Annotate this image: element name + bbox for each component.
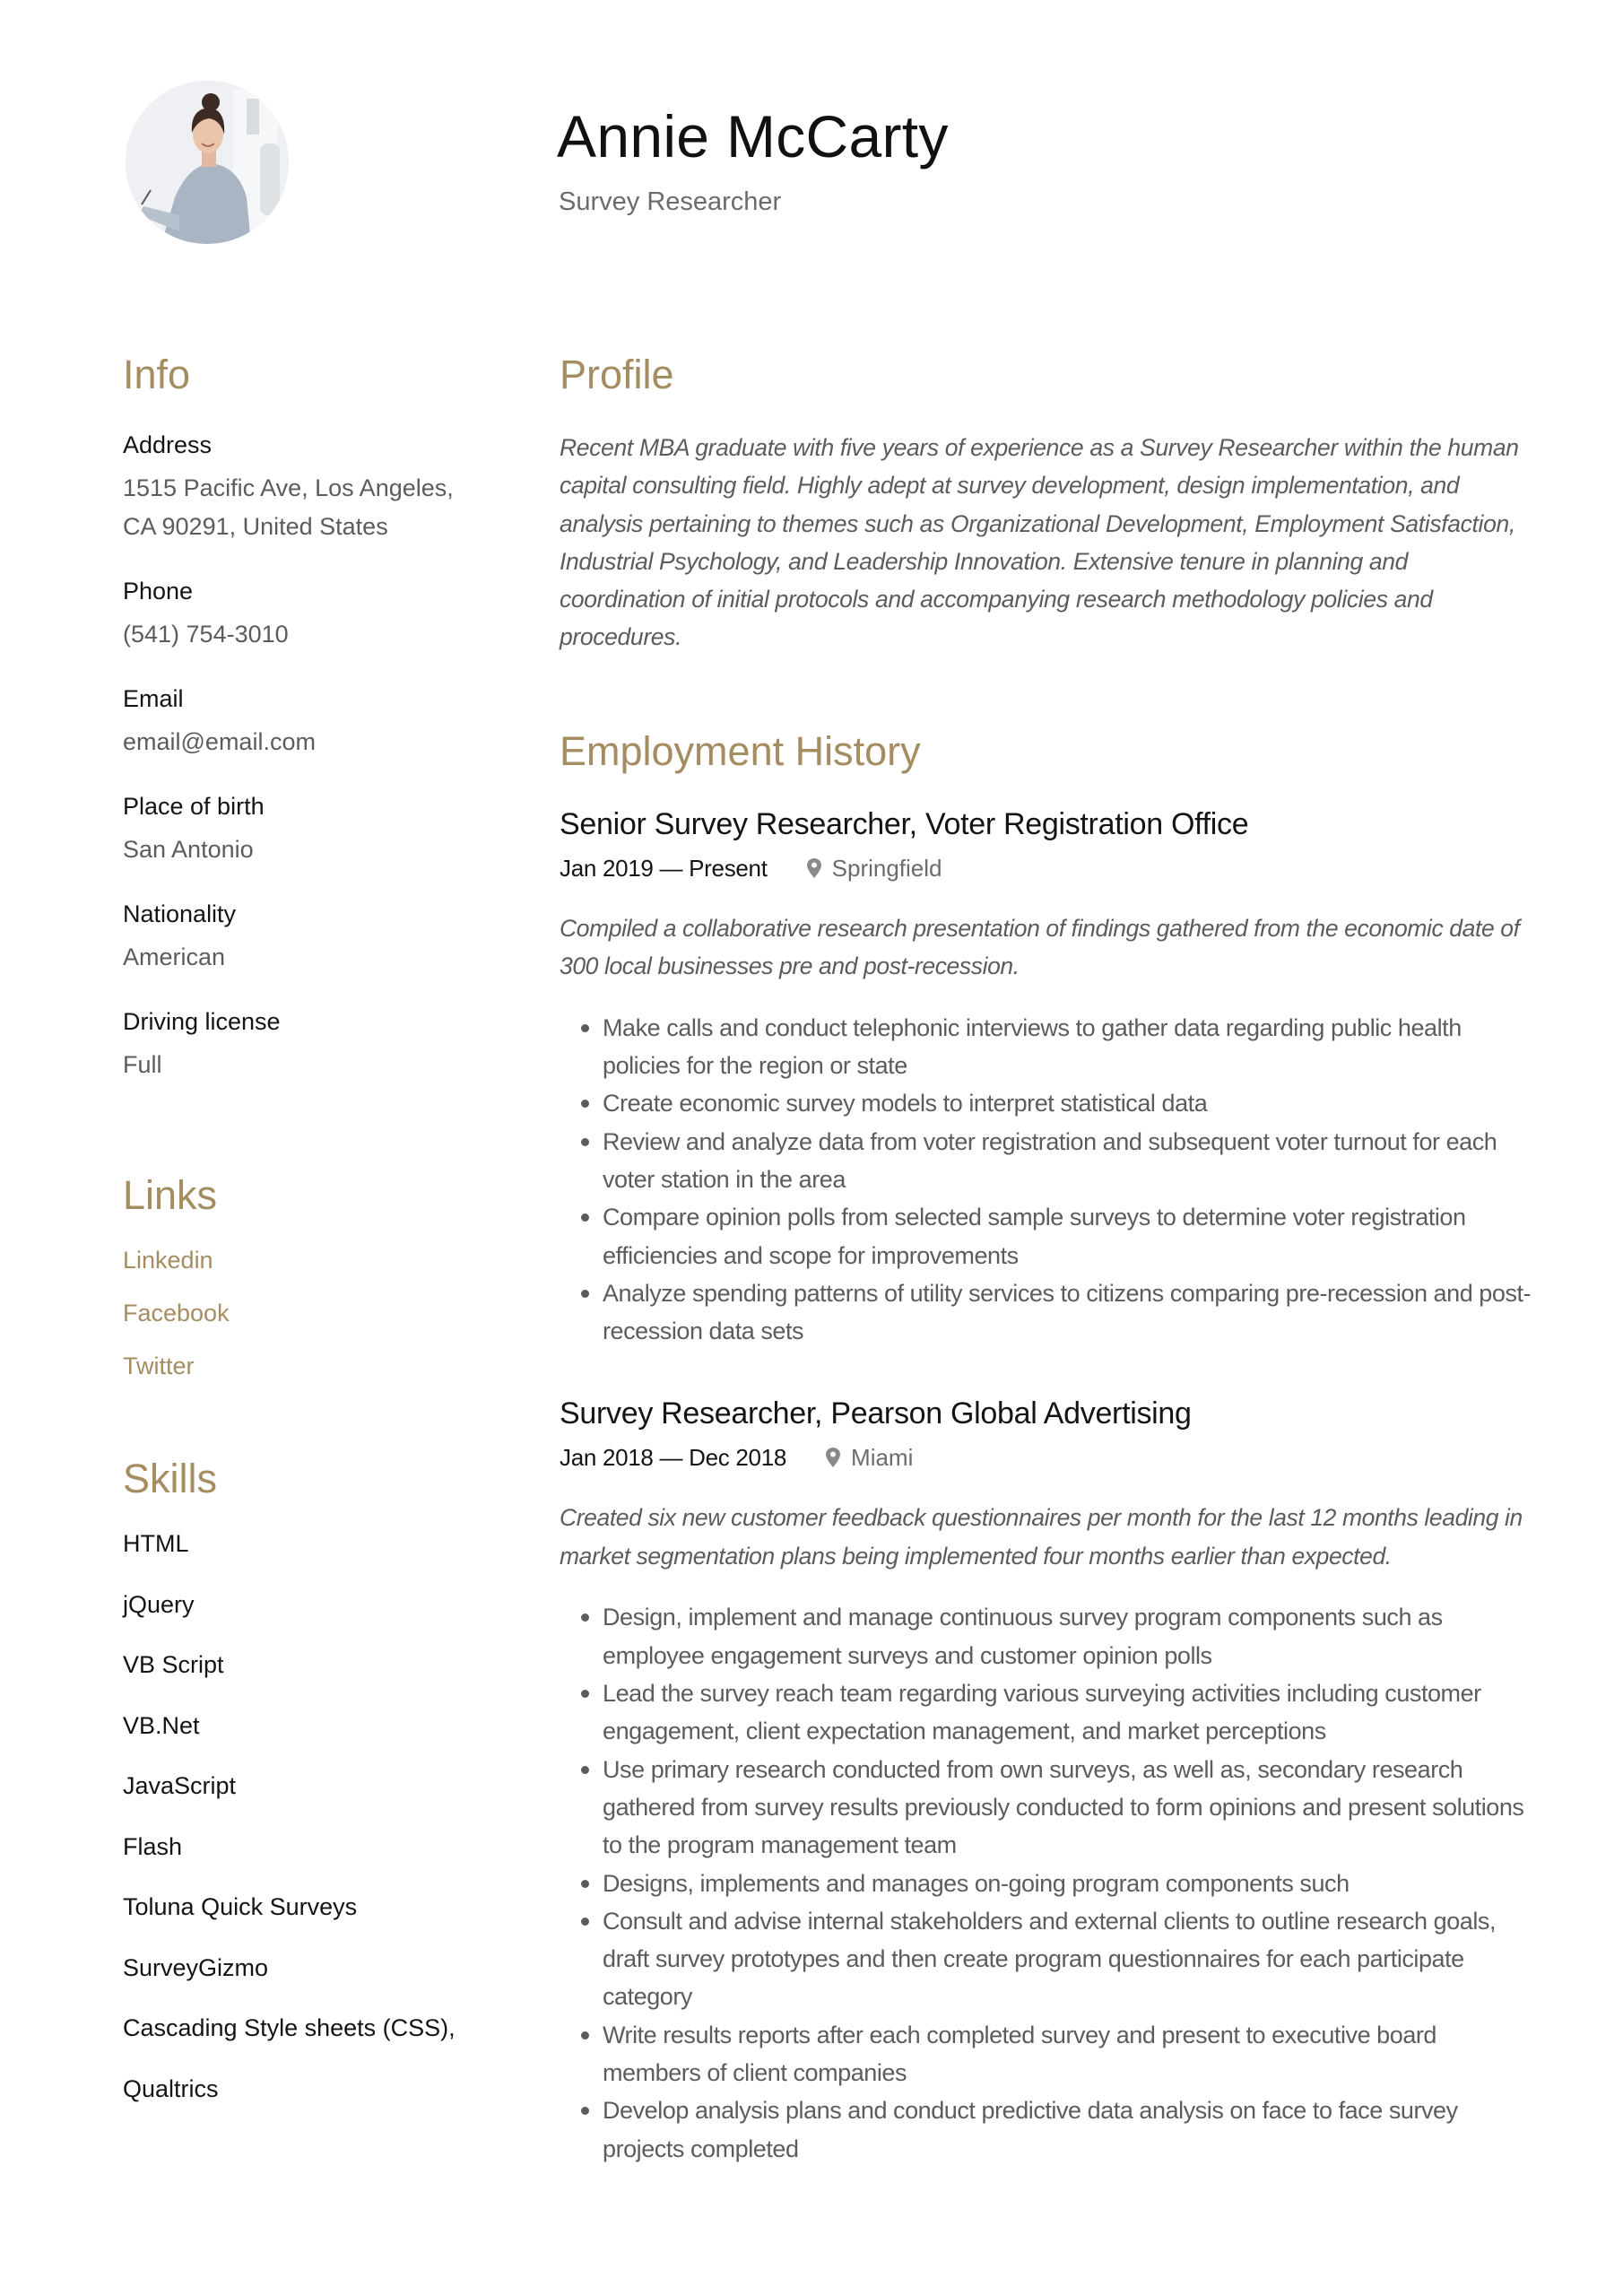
job-bullet — [560, 1274, 1537, 1351]
job-description: Compiled a collaborative research presentation of findings gathered from the economic date of 300 local businesses pre and post-recession. — [560, 914, 1520, 980]
person-photo-icon — [126, 81, 289, 244]
bullet-icon — [581, 1918, 589, 1926]
info-label: Address — [123, 431, 213, 458]
job-title: Senior Survey Researcher, Voter Registration Office — [560, 806, 1249, 841]
job-bullet — [560, 2092, 1537, 2168]
skill-item: VB.Net — [123, 1711, 200, 1739]
bullet-text: Develop analysis plans and conduct predictive data analysis on face to face survey projects completed — [603, 2097, 1458, 2162]
skill-item: jQuery — [123, 1590, 195, 1618]
job-bullet — [560, 1198, 1537, 1274]
skill-item: VB Script — [123, 1651, 224, 1678]
info-item-driving-license — [123, 1004, 482, 1084]
job-location — [807, 852, 942, 884]
job-entry — [560, 804, 1537, 1351]
job-bullet — [560, 1598, 1537, 1674]
nationality-value: American — [123, 944, 226, 970]
bullet-icon — [581, 1024, 589, 1032]
info-label: Driving license — [123, 1008, 281, 1035]
job-bullet-list — [560, 1598, 1537, 2167]
job-bullet-list — [560, 1009, 1537, 1351]
link-twitter[interactable]: Twitter — [123, 1352, 195, 1379]
job-title-subtitle: Survey Researcher — [559, 187, 782, 216]
job-bullet — [560, 1865, 1537, 1902]
employment-history-heading: Employment History — [560, 727, 921, 774]
info-label: Place of birth — [123, 793, 265, 820]
map-pin-icon — [826, 1448, 840, 1467]
bullet-text: Compare opinion polls from selected sample surveys to determine voter registration efficiencies and scope for improvements — [603, 1204, 1466, 1269]
bullet-text: Consult and advise internal stakeholders and external clients to outline research goals, draft survey prototypes and then create program questionnaires for each participate category — [603, 1907, 1497, 2011]
bullet-text: Create economic survey models to interpret statistical data — [603, 1090, 1208, 1118]
info-item-email — [123, 681, 482, 761]
job-bullet — [560, 1902, 1537, 2016]
skill-item: JavaScript — [123, 1772, 237, 1799]
info-label: Phone — [123, 578, 194, 604]
job-description: Created six new customer feedback questionnaires per month for the last 12 months leading in market segmentation plans being implemented four months earlier than expected. — [560, 1504, 1523, 1570]
bullet-text: Lead the survey reach team regarding various surveying activities including customer engagement, client expectation management, and market perceptions — [603, 1680, 1481, 1745]
job-meta — [560, 852, 1537, 884]
bullet-text: Use primary research conducted from own surveys, as well as, secondary research gathered from survey results previously conducted to form opinions and present solutions to the program management team — [603, 1755, 1524, 1859]
job-bullet — [560, 1084, 1537, 1122]
job-title: Survey Researcher, Pearson Global Advertising — [560, 1396, 1192, 1431]
info-label: Email — [123, 685, 184, 712]
skill-item: Cascading Style sheets (CSS), — [123, 2014, 456, 2041]
place-of-birth-value: San Antonio — [123, 836, 254, 863]
job-dates: Jan 2018 — Dec 2018 — [560, 1444, 787, 1472]
email-value: email@email.com — [123, 728, 316, 755]
info-label: Nationality — [123, 900, 237, 927]
skill-item: Qualtrics — [123, 2074, 219, 2102]
bullet-icon — [581, 1613, 589, 1622]
skills-section — [123, 1454, 482, 2107]
employment-history-section — [560, 726, 1537, 2168]
info-heading: Info — [123, 352, 191, 397]
job-location-text: Miami — [851, 1444, 914, 1472]
phone-value: (541) 754-3010 — [123, 621, 289, 648]
info-item-address — [123, 427, 482, 546]
bullet-text: Write results reports after each completed survey and present to executive board members of client companies — [603, 2021, 1436, 2087]
bullet-icon — [581, 1766, 589, 1774]
link-facebook[interactable]: Facebook — [123, 1300, 230, 1326]
bullet-text: Design, implement and manage continuous survey program components such as employee engagement surveys and customer opinion polls — [603, 1604, 1443, 1669]
sidebar — [123, 350, 482, 2131]
job-dates: Jan 2019 — Present — [560, 854, 768, 882]
map-pin-icon — [807, 858, 821, 878]
profile-heading: Profile — [560, 352, 674, 397]
address-line-2: CA 90291, United States — [123, 513, 388, 540]
profile-summary: Recent MBA graduate with five years of experience as a Survey Researcher within the human capital consulting field. Highly adept at survey development, design implementation, and analysis pertaining to themes such as Organizational Development, Employment Satisfaction, Industrial Psychology, and Leadership Innovation. Extensive tenure in planning and coordination of initial protocols and accompanying research methodology policies and procedures. — [560, 434, 1519, 651]
bullet-icon — [581, 1690, 589, 1698]
links-section — [123, 1170, 482, 1384]
skill-item: HTML — [123, 1530, 189, 1557]
skills-heading: Skills — [123, 1456, 218, 1501]
bullet-icon — [581, 1213, 589, 1222]
bullet-text: Review and analyze data from voter registration and subsequent voter turnout for each voter station in the area — [603, 1127, 1497, 1193]
main-content — [560, 350, 1537, 2211]
bullet-text: Make calls and conduct telephonic interviews to gather data regarding public health policies for the region or state — [603, 1013, 1462, 1080]
candidate-name: Annie McCarty — [557, 103, 949, 170]
job-meta — [560, 1441, 1537, 1474]
bullet-text: Designs, implements and manages on-going program components such — [603, 1869, 1350, 1897]
skill-item: SurveyGizmo — [123, 1953, 269, 1981]
bullet-icon — [581, 1138, 589, 1146]
skill-item: Toluna Quick Surveys — [123, 1893, 358, 1920]
job-entry — [560, 1393, 1537, 2167]
bullet-icon — [581, 2031, 589, 2039]
bullet-icon — [581, 1880, 589, 1888]
job-bullet — [560, 1674, 1537, 1751]
info-item-phone — [123, 573, 482, 654]
job-location-text: Springfield — [831, 854, 942, 882]
profile-section — [560, 350, 1537, 657]
info-item-nationality — [123, 896, 482, 977]
profile-photo — [126, 81, 289, 244]
bullet-icon — [581, 1290, 589, 1298]
bullet-text: Analyze spending patterns of utility services to citizens comparing pre-recession and post-recession data sets — [603, 1279, 1532, 1345]
link-linkedin[interactable]: Linkedin — [123, 1247, 213, 1274]
bullet-icon — [581, 1100, 589, 1108]
job-bullet — [560, 1123, 1537, 1199]
job-location — [826, 1441, 913, 1474]
info-item-place-of-birth — [123, 788, 482, 869]
address-line-1: 1515 Pacific Ave, Los Angeles, — [123, 474, 454, 501]
job-bullet — [560, 1751, 1537, 1865]
info-value — [123, 469, 482, 546]
info-section — [123, 350, 482, 1084]
links-heading: Links — [123, 1172, 218, 1218]
bullet-icon — [581, 2107, 589, 2115]
job-bullet — [560, 1009, 1537, 1085]
driving-license-value: Full — [123, 1051, 162, 1078]
skill-item: Flash — [123, 1832, 183, 1860]
job-bullet — [560, 2016, 1537, 2092]
